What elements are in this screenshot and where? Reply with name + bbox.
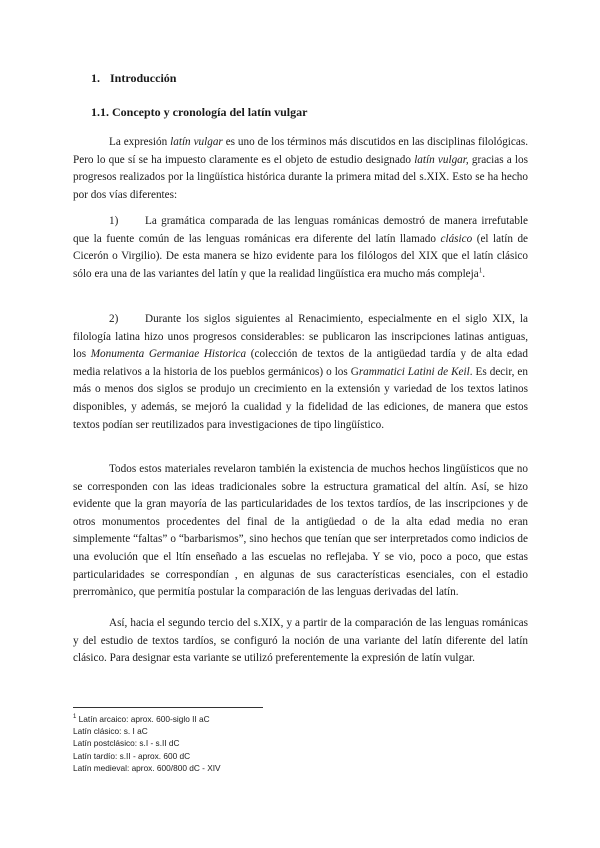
text-run: . bbox=[482, 267, 486, 280]
italic-term: clásico bbox=[440, 232, 473, 245]
footnote-marker: 1 bbox=[73, 714, 77, 721]
italic-term: latín vulgar bbox=[170, 136, 223, 148]
list-item-2 bbox=[73, 311, 528, 434]
italic-term: latín vulgar, bbox=[414, 153, 469, 166]
footnote-line: Latín clásico: s. I aC bbox=[73, 726, 148, 737]
list-item-number: 2) bbox=[109, 313, 119, 325]
section-heading bbox=[91, 70, 176, 88]
text-run: (el latín de Cicerón o Virgilio). De esta manera se hizo evidente para los filólogos del XIX que el latín clásico sólo era una de las variantes del latín y que la realidad lingüística era mucho más compleja bbox=[73, 232, 528, 280]
text-run: Durante los siglos siguientes al Renacimiento, especialmente en el siglo XIX, la filología latina hizo unos progresos considerables: se publicaron las inscripciones latinas antiguas, los bbox=[73, 313, 528, 361]
text-run: es uno de los términos más discutidos en las disciplinas filológicas. Pero lo que sí se ha impuesto claramente es el objeto de estudio designado bbox=[73, 136, 528, 166]
footnote-text: Latín arcaico: aprox. 600-siglo II aC bbox=[78, 714, 210, 724]
footnote-line bbox=[73, 713, 373, 725]
footnote-line: Latín postclásico: s.I - s.II dC bbox=[73, 738, 180, 749]
text-run: gracias a los progresos realizados por la lingüística histórica durante la primera mitad del s.XIX. Esto se ha hecho por dos vías diferentes: bbox=[73, 153, 528, 201]
footnotes bbox=[73, 713, 373, 774]
section-title: Introducción bbox=[110, 71, 177, 85]
text-run: . Es decir, en más o menos dos siglos se produjo un crecimiento en la extensión y variedad de los textos latinos disponibles, y además, se mejoró la cualidad y la fidelidad de las ediciones, de manera que estos textos podían ser reutilizados para investigaciones de tipo lingüístico. bbox=[73, 365, 528, 431]
text-run: La gramática comparada de las lenguas románicas demostró de manera irrefutable que la fuente común de las lenguas románicas era diferente del latín llamado bbox=[73, 215, 528, 245]
italic-term: Monumenta Germaniae Historica bbox=[90, 348, 247, 361]
closing-paragraph: Así, hacia el segundo tercio del s.XIX, y a partir de la comparación de las lenguas románicas y del estudio de textos tardíos, se configuró la noción de una variante del latín diferente del latín clásico. Para designar esta variante se utilizó preferentemente la expresión de latín vulgar. bbox=[73, 617, 528, 665]
footnote-separator bbox=[73, 707, 263, 708]
list-item-1 bbox=[73, 213, 528, 283]
footnote-reference[interactable]: 1 bbox=[478, 266, 483, 275]
list-item-number: 1) bbox=[109, 215, 119, 227]
footnote-line: Latín medieval: aprox. 600/800 dC - XIV bbox=[73, 762, 221, 773]
text-run: La expresión bbox=[109, 136, 171, 148]
body-paragraph: Todos estos materiales revelaron también la existencia de muchos hechos lingüísticos que no se corresponden con las ideas tradicionales sobre la estructura gramatical del altín. Así, se hizo evidente que la gran mayoría de las particularidades de los textos tardíos, de las inscripciones y de otros monumentos procedentes del final de la antigüedad o de la alta edad media no eran simplemente “faltas” o “barbarismos”, sino hechos que tenían que ser interpretados como indicios de una evolución que el ltín enseñado a las escuelas no reflejaba. Y se vio, poco a poco, que estas particularidades se correspondían , en algunas de sus características esenciales, con el estadio prerromànico, que permitía postular la comparación de las lenguas derivadas del latín. bbox=[73, 463, 528, 599]
footnote-line: Latín tardío: s.II - aprox. 600 dC bbox=[73, 750, 191, 761]
section-number: 1. bbox=[91, 71, 100, 85]
text-run: (colección de textos de la antigüedad tardía y de alta edad media relativos a la historia de los pueblos germánicos) o los G bbox=[73, 348, 528, 378]
subsection-heading: 1.1. Concepto y cronología del latín vulgar bbox=[91, 105, 308, 119]
intro-paragraph bbox=[73, 134, 528, 204]
italic-term: rammatici Latini de Keil bbox=[358, 365, 470, 378]
